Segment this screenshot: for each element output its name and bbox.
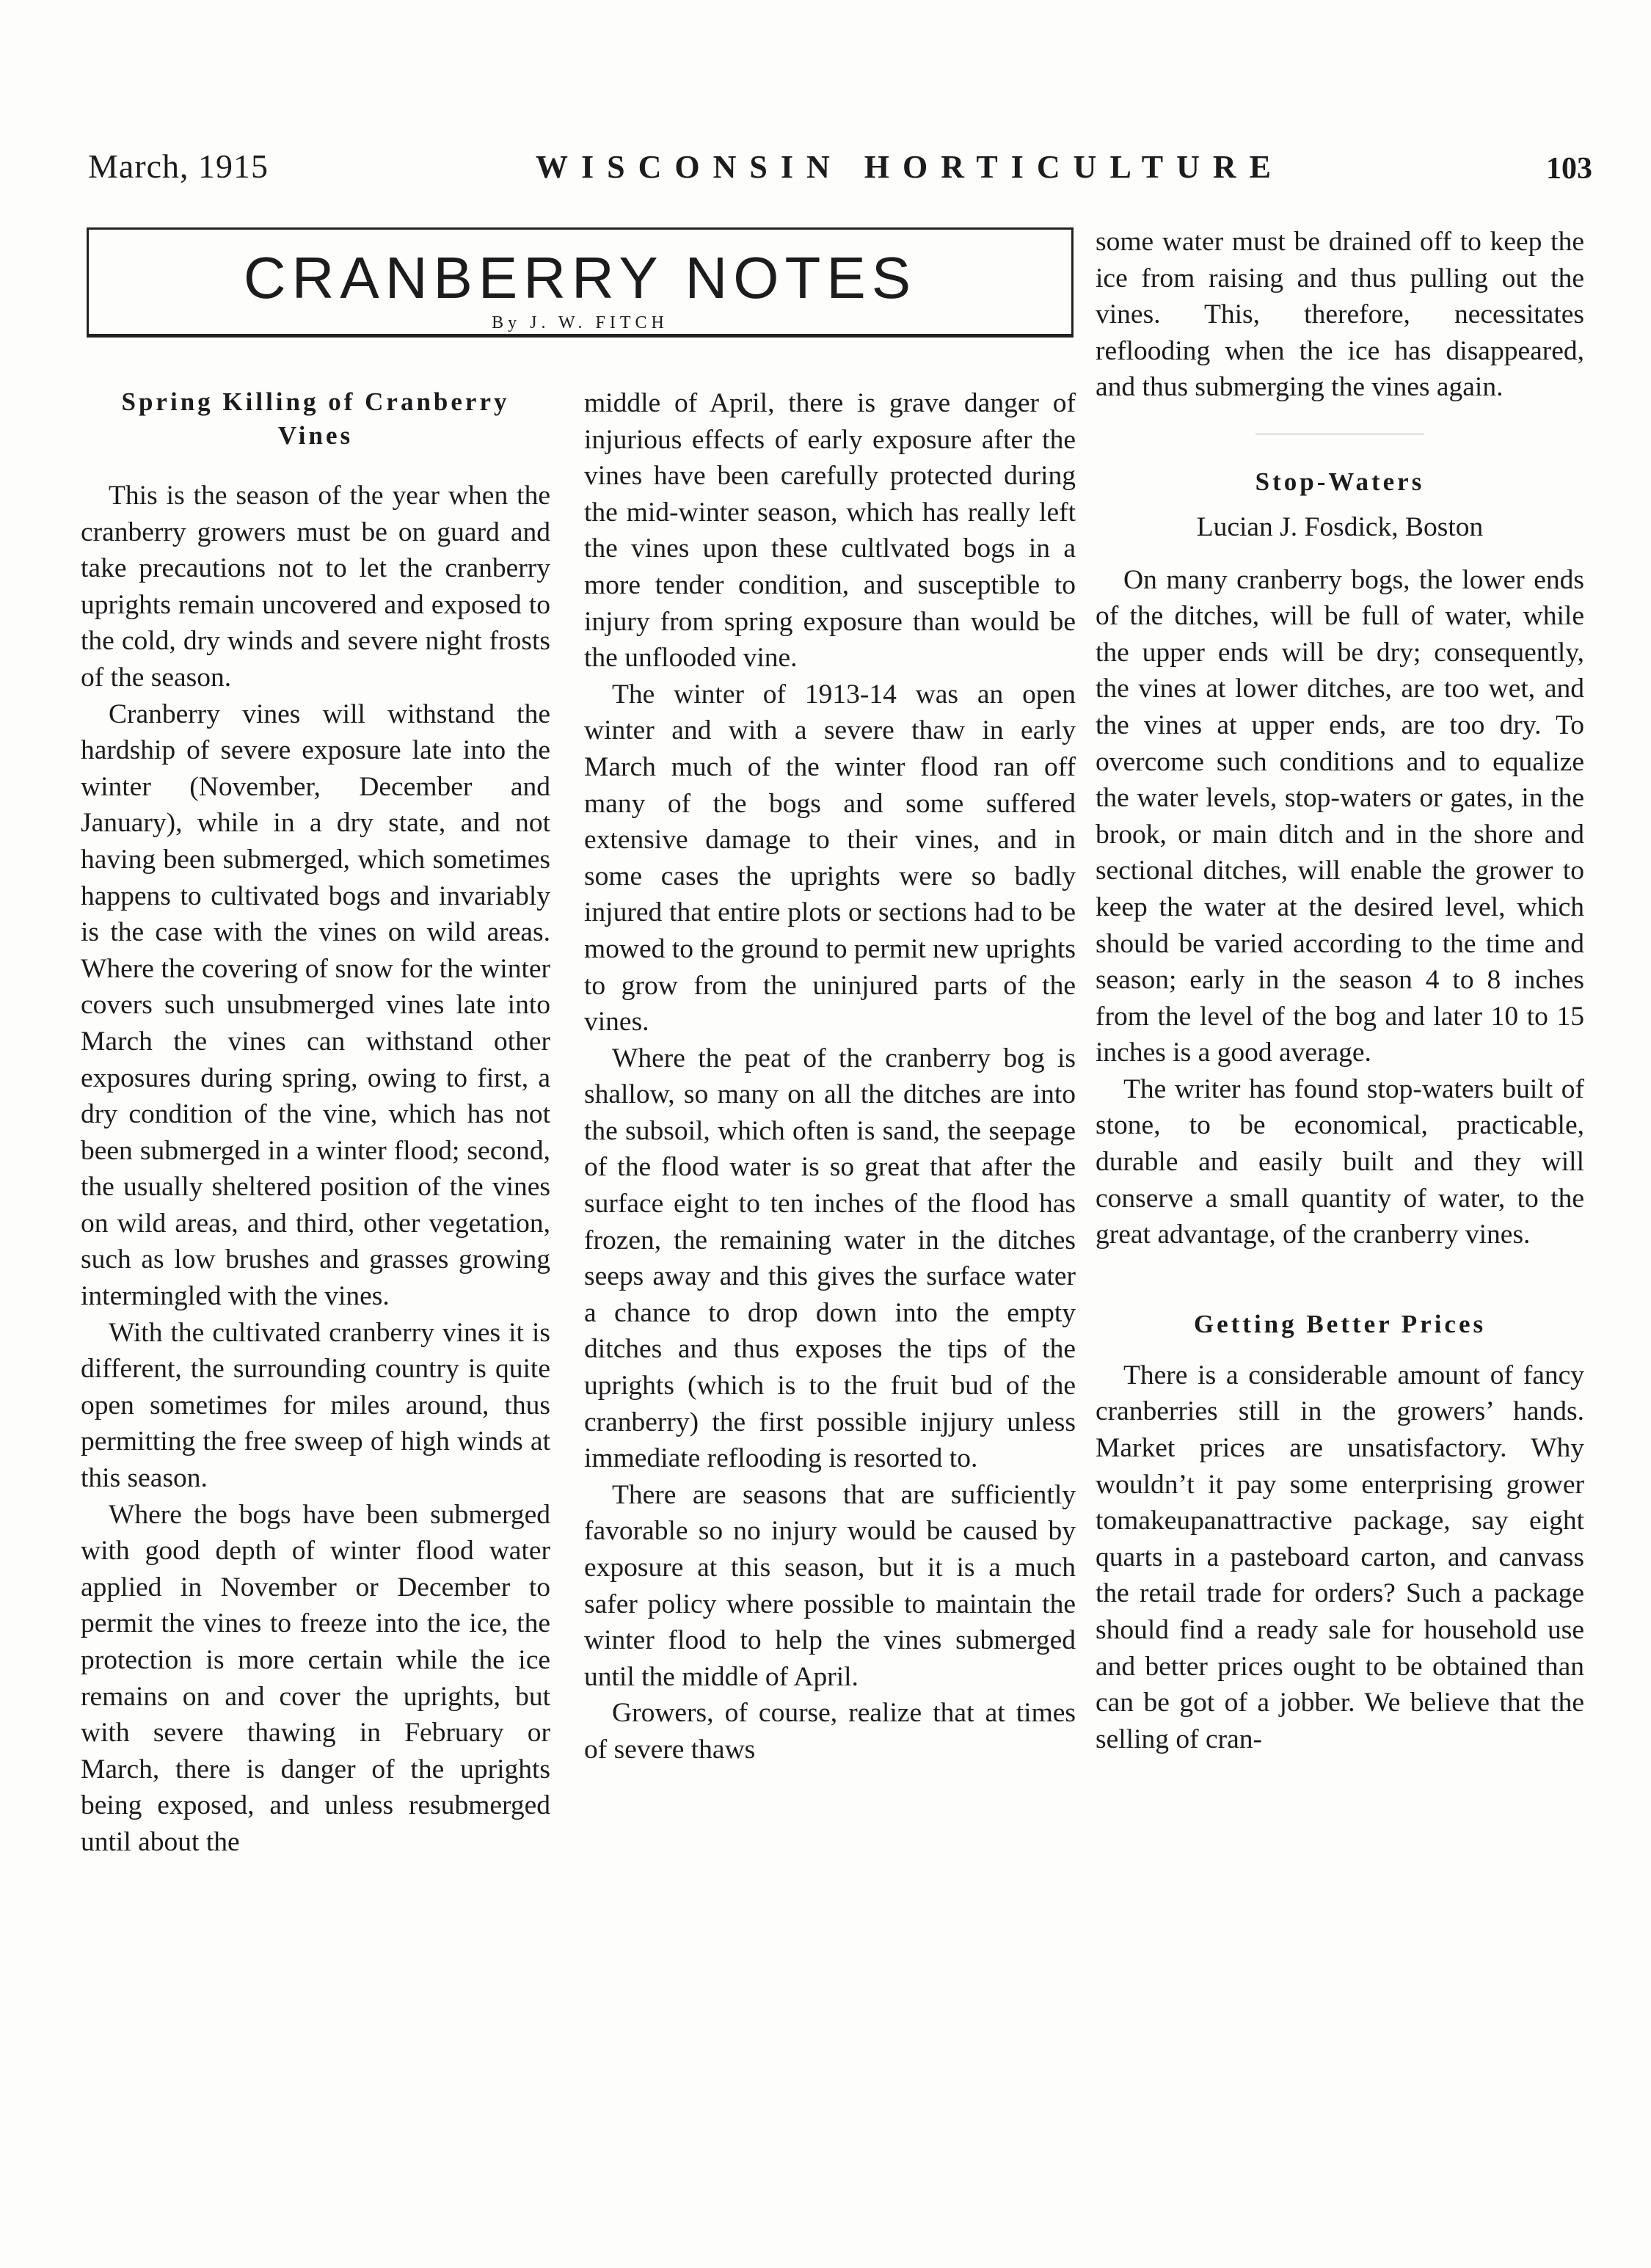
issue-date: March, 1915 <box>88 147 269 185</box>
paragraph: Where the peat of the cranberry bog is shallow, so many on all the ditches are into the subsoil, which often is sand, the seepage of the flood water is so great that after the surface eight to ten inches of the flood has frozen, the remaining water in the ditches seeps away and this gives the surface water a chance to drop down into the empty ditches and thus exposes the tips of the uprights (which is to the fruit bud of the cranberry) the first possible injjury unless immediate reflooding is resorted to. <box>584 1043 1076 1474</box>
paragraph: There are seasons that are sufficiently favorable so no injury would be caused by exposure at this season, but it is a much safer policy where possible to maintain the winter flood to help the vines submerged until the middle of April. <box>584 1479 1076 1692</box>
paragraph-continued: some water must be drained off to keep the ice from raising and thus pulling out the vines. This, therefore, necessitates reflooding when the ice has disappeared, and thus submerging the vines again. <box>1096 227 1584 403</box>
column-3 <box>1096 224 1584 1757</box>
paragraph: The winter of 1913-14 was an open winter and with a severe thaw in early March much of the winter flood ran off many of the bogs and some suffered extensive damage to their vines, and in some cases the uprights were so badly injured that entire plots or sections had to be mowed to the ground to permit new uprights to grow from the uninjured parts of the vines. <box>584 679 1076 1038</box>
paragraph: On many cranberry bogs, the lower ends of the ditches, will be full of water, while the upper ends will be dry; consequently, the vines at lower ditches, are too wet, and the vines at upper ends, are too dry. To overcome such conditions and to equalize the water levels, stop-waters or gates, in the brook, or main ditch and in the shore and sectional ditches, will enable the grower to keep the water at the desired level, which should be varied according to the time and season; early in the season 4 to 8 inches from the level of the bog and later 10 to 15 inches is a good average. <box>1096 564 1584 1068</box>
column-2 <box>584 385 1076 1768</box>
section-heading-better-prices: Getting Better Prices <box>1193 1309 1487 1338</box>
paragraph: Cranberry vines will withstand the hardship of severe exposure late into the winter (November, December and January), while in a dry state, and not having been submerged, which sometimes happens to cultivated bogs and invariably is the case with the vines on wild areas. Where the covering of snow for the winter covers such unsubmerged vines late into March the vines can withstand other exposures during spring, owing to first, a dry condition of the vine, which has not been submerged in a winter flood; second, the usually sheltered position of the vines on wild areas, and third, other vegetation, such as low brushes and grasses growing intermingled with the vines. <box>81 699 550 1312</box>
paragraph: With the cultivated cranberry vines it is different, the surrounding country is quite open sometimes for miles around, thus permitting the free sweep of high winds at this season. <box>81 1317 550 1494</box>
paragraph: The writer has found stop-waters built of stone, to be economical, practicable, durable and easily built and they will conserve a small quantity of water, to the great advantage, of the cranberry vines. <box>1096 1073 1584 1250</box>
article-title-box <box>87 227 1074 338</box>
column-1 <box>81 385 550 1861</box>
running-head <box>88 147 1592 191</box>
section-heading-spring-killing: Spring Killing of Cranberry Vines <box>121 387 510 450</box>
section-author: Lucian J. Fosdick, Boston <box>1196 511 1484 542</box>
byline: By J. W. FITCH <box>492 313 668 332</box>
paragraph: Where the bogs have been submerged with good depth of winter flood water applied in November or December to permit the vines to freeze into the ice, the protection is more certain while the ice remains on and cover the uprights, but with severe thawing in February or March, there is danger of the uprights being exposed, and unless resubmerged until about the <box>81 1499 550 1857</box>
paragraph: Growers, of course, realize that at times of severe thaws <box>584 1698 1076 1765</box>
page-number: 103 <box>1546 152 1592 186</box>
paragraph-continued: middle of April, there is grave danger of injurious effects of early exposure after the vines have been carefully protected during the mid-winter season, which has really left the vines upon these cultlvated bogs in a more tender condition, and susceptible to injury from spring exposure than would be the unflooded vine. <box>584 388 1076 674</box>
paragraph: This is the season of the year when the cranberry growers must be on guard and take precautions not to let the cranberry uprights remain uncovered and exposed to the cold, dry winds and severe night frosts of the season. <box>81 481 550 693</box>
journal-title: WISCONSIN HORTICULTURE <box>536 149 1284 185</box>
paragraph: There is a considerable amount of fancy cranberries still in the growers’ hands. Market prices are unsatisfactory. Why wouldn’t it pay some enterprising grower tomakeupanattractive package, say eight quarts in a pasteboard carton, and canvass the retail trade for orders? Such a package should find a ready sale for household use and better prices ought to be obtained than can be got of a jobber. We believe that the selling of cran- <box>1096 1360 1584 1754</box>
article-title: CRANBERRY NOTES <box>243 245 917 310</box>
section-heading-stop-waters: Stop-Waters <box>1255 467 1425 496</box>
